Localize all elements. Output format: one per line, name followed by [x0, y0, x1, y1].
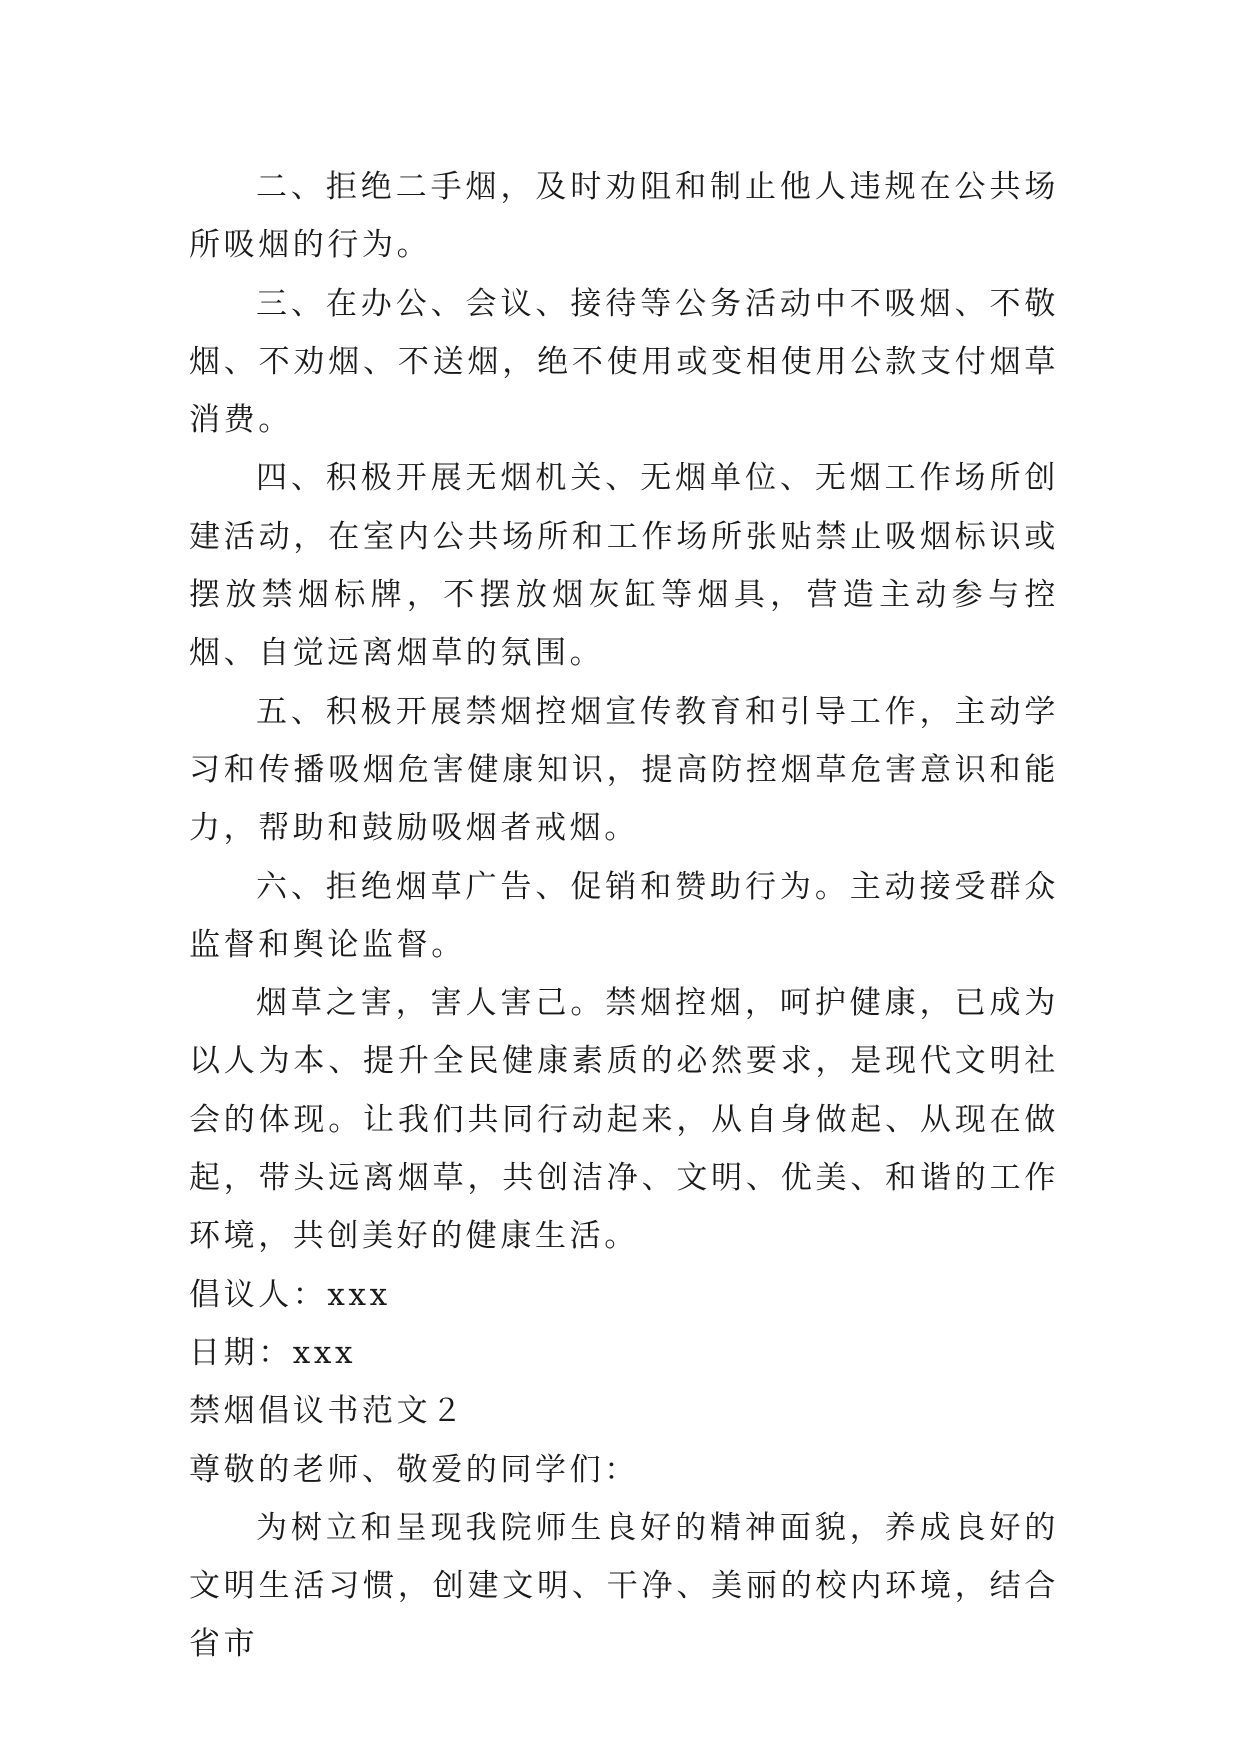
paragraph-intro: 为树立和呈现我院师生良好的精神面貌，养成良好的文明生活习惯，创建文明、干净、美丽的校内环境，结合省市 — [189, 1509, 1059, 1663]
document-body — [189, 158, 1059, 1674]
paragraph-item-2: 二、拒绝二手烟，及时劝阻和制止他人违规在公共场所吸烟的行为。 — [189, 169, 1059, 264]
section-title: 禁烟倡议书范文２ — [189, 1393, 466, 1430]
salutation: 尊敬的老师、敬爱的同学们： — [189, 1451, 639, 1488]
proposer-line: 倡议人：xxx — [189, 1276, 391, 1313]
date-line: 日期：xxx — [189, 1334, 357, 1371]
paragraph-item-4: 四、积极开展无烟机关、无烟单位、无烟工作场所创建活动，在室内公共场所和工作场所张贴禁止吸烟标识或摆放禁烟标牌，不摆放烟灰缸等烟具，营造主动参与控烟、自觉远离烟草的氛围。 — [189, 460, 1059, 672]
paragraph-closing: 烟草之害，害人害己。禁烟控烟，呵护健康，已成为以人为本、提升全民健康素质的必然要求，是现代文明社会的体现。让我们共同行动起来，从自身做起、从现在做起，带头远离烟草，共创洁净、文明、优美、和谐的工作环境，共创美好的健康生活。 — [189, 985, 1059, 1255]
paragraph-item-3: 三、在办公、会议、接待等公务活动中不吸烟、不敬烟、不劝烟、不送烟，绝不使用或变相使用公款支付烟草消费。 — [189, 285, 1059, 439]
paragraph-item-5: 五、积极开展禁烟控烟宣传教育和引导工作，主动学习和传播吸烟危害健康知识，提高防控烟草危害意识和能力，帮助和鼓励吸烟者戒烟。 — [189, 693, 1059, 847]
paragraph-item-6: 六、拒绝烟草广告、促销和赞助行为。主动接受群众监督和舆论监督。 — [189, 868, 1059, 963]
